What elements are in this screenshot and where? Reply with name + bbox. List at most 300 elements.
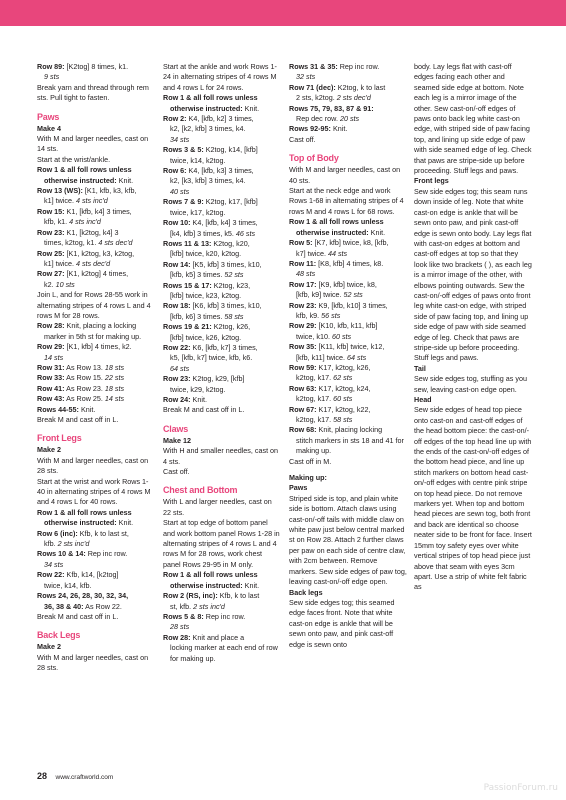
stitch-count: 2 sts inc'd — [193, 601, 225, 611]
row-label: Row 1 & all foll rows unless — [163, 93, 258, 103]
pattern-line — [163, 62, 281, 93]
instruction-text: K4, [kfb, k3] 3 times, — [186, 166, 254, 176]
stitch-count: 44 sts — [327, 248, 348, 258]
instruction-text: K9, [kfb, k10] 3 times, — [316, 300, 388, 310]
pattern-line — [37, 290, 155, 321]
row-label: otherwise instructed: — [44, 175, 117, 185]
instruction-text: [K5, kfb] 3 times, k10, — [190, 259, 262, 269]
instruction-text: Cast off. — [163, 467, 190, 477]
pattern-line — [37, 581, 155, 591]
instruction-text: [K2tog] 8 times, k1. — [64, 62, 129, 71]
pattern-line — [163, 114, 281, 124]
page-number: 28 — [37, 771, 48, 781]
stitch-count: 48 sts — [296, 269, 316, 279]
row-label: Make 12 — [163, 435, 191, 445]
row-label: Rows 7 & 9: — [163, 197, 204, 207]
instruction-text: With M and larger needles, cast on 28 sts. — [37, 652, 149, 673]
pattern-line — [37, 342, 155, 352]
row-label: Row 13 (WS): — [37, 186, 83, 196]
instruction-text: twice, k10. — [296, 331, 332, 341]
instruction-text: st, kfb. — [170, 601, 194, 611]
pattern-line — [289, 269, 407, 279]
pattern-line — [289, 332, 407, 342]
instruction-text: K2tog, k17, [kfb] — [203, 197, 258, 207]
section-heading: Chest and Bottom — [163, 485, 238, 496]
instruction-text: k2. — [44, 279, 56, 289]
pattern-line — [163, 622, 281, 632]
row-label: Paws — [289, 483, 308, 493]
section-heading: Back Legs — [37, 630, 81, 641]
stitch-count: 52 sts — [224, 270, 244, 280]
pattern-line — [163, 260, 281, 270]
section-heading: Front Legs — [37, 433, 82, 444]
instruction-text: As Row 22. — [83, 601, 122, 611]
instruction-text: K6, [kfb, k7] 3 times, — [190, 342, 258, 352]
pattern-line — [163, 218, 281, 228]
pattern-line — [163, 239, 281, 249]
pattern-line — [37, 155, 155, 165]
stitch-count: 28 sts — [170, 622, 190, 632]
pattern-line — [289, 598, 407, 650]
instruction-text: K2tog, k29, [kfb] — [190, 374, 245, 384]
pattern-line — [163, 518, 281, 570]
instruction-text: Rep dec row. — [296, 114, 340, 124]
row-label: Rows 92-95: — [289, 124, 331, 134]
instruction-text: Kfb, k to last st, — [77, 528, 129, 538]
stitch-count: 58 sts — [333, 415, 353, 424]
site-url: www.craftworld.com — [55, 774, 114, 781]
instruction-text: twice, k14, k2tog. — [170, 155, 226, 165]
pattern-line — [37, 83, 155, 104]
instruction-text: k1] twice. — [44, 258, 76, 268]
instruction-text: Knit. — [116, 518, 134, 528]
stitch-count: 60 sts — [333, 394, 353, 404]
stitch-count: 62 sts — [333, 373, 353, 383]
stitch-count: 4 sts dec'd — [98, 238, 133, 248]
stitch-count: 9 sts — [44, 72, 60, 82]
row-label: Rows 3 & 5: — [163, 145, 204, 155]
pattern-line — [163, 343, 281, 353]
row-label: Row 22: — [163, 342, 191, 352]
instruction-text: Knit. — [368, 227, 386, 237]
row-label: Rows 19 & 21: — [163, 322, 212, 332]
pattern-line — [289, 311, 407, 321]
row-label: Row 2: — [163, 114, 187, 124]
instruction-text: K17, k2tog, k22, — [316, 404, 371, 414]
instruction-text: K1, [k2tog, k4] 3 — [64, 227, 119, 237]
pattern-line — [163, 93, 281, 103]
pattern-line — [289, 83, 407, 93]
pattern-line — [37, 373, 155, 383]
row-label: Row 5: — [289, 238, 313, 248]
instruction-text: Start at the wrist and work Rows 1-40 in alternating stripes of 4 rows M and 4 rows L for 40 rows. — [37, 476, 151, 507]
pattern-line — [163, 643, 281, 664]
pattern-line — [289, 353, 407, 363]
pattern-line — [289, 72, 407, 82]
row-label: Make 2 — [37, 642, 61, 652]
instruction-text: [kfb] twice, k26, k2tog. — [170, 332, 242, 342]
row-label: Row 31: — [37, 362, 65, 372]
pattern-line — [414, 187, 532, 364]
row-label: Row 1 & all foll rows unless — [289, 217, 384, 227]
pattern-line — [289, 394, 407, 404]
pattern-line — [289, 384, 407, 394]
stitch-count: 52 sts — [343, 290, 363, 300]
pattern-line — [163, 312, 281, 322]
column-4 — [414, 62, 532, 593]
pattern-line — [289, 124, 407, 134]
pattern-line — [37, 72, 155, 82]
row-label: Row 18: — [163, 301, 191, 311]
row-label: Row 25: — [37, 248, 65, 258]
pattern-line — [163, 124, 281, 134]
instruction-text: K1, [kfb, k4] 3 times, — [64, 206, 132, 216]
pattern-line — [289, 259, 407, 269]
instruction-text: As Row 23. — [64, 383, 105, 393]
instruction-text: Break yarn and thread through rem sts. Pull tight to fasten. — [37, 82, 149, 103]
row-label: Row 1 & all foll rows unless — [37, 507, 132, 517]
row-label: Row 63: — [289, 383, 317, 393]
stitch-count: 14 sts — [44, 352, 64, 362]
instruction-text: [K1, k2tog] 4 times, — [64, 269, 129, 279]
row-label: Front legs — [414, 176, 449, 186]
row-label: Row 28: — [37, 321, 65, 331]
row-label: Row 27: — [37, 269, 65, 279]
row-label: Row 33: — [37, 373, 65, 383]
pattern-line — [163, 467, 281, 477]
pattern-line — [289, 217, 407, 227]
pattern-line — [37, 134, 155, 155]
row-label: 36, 38 & 40: — [44, 601, 84, 611]
instruction-text: Knit. — [78, 404, 96, 414]
instruction-text: k2, [k2, kfb] 3 times, k4. — [170, 124, 246, 134]
pattern-line — [37, 332, 155, 342]
row-label: Rows 24, 26, 28, 30, 32, 34, — [37, 591, 129, 601]
row-label: Row 6 (inc): — [37, 528, 78, 538]
pattern-line — [37, 207, 155, 217]
pattern-line — [37, 445, 155, 455]
pattern-line — [37, 269, 155, 279]
pattern-line — [163, 581, 281, 591]
row-label: Row 67: — [289, 404, 317, 414]
row-label: Rows 31 & 35: — [289, 62, 338, 71]
instruction-text: Cast off. — [289, 134, 316, 144]
stitch-count: 14 sts — [104, 394, 125, 404]
stitch-count: 32 sts — [296, 72, 316, 82]
pattern-line — [163, 395, 281, 405]
instruction-text: Knit. — [330, 124, 348, 134]
pattern-line — [289, 363, 407, 373]
pattern-line — [289, 483, 407, 493]
instruction-text: With M and larger needles, cast on 14 sts. — [37, 134, 149, 154]
stitch-count: 2 sts dec'd — [336, 93, 371, 103]
instruction-text: [kfb, k9] twice. — [296, 290, 344, 300]
pattern-line — [289, 62, 407, 72]
pattern-line — [414, 405, 532, 592]
instruction-text: [kfb, k5] 3 times. — [170, 270, 225, 280]
pattern-line — [163, 353, 281, 363]
pattern-line — [163, 145, 281, 155]
pattern-line — [289, 249, 407, 259]
pattern-line — [37, 353, 155, 363]
instruction-text: Break M and cast off in L. — [37, 611, 119, 621]
instruction-text: K2tog, k20, — [211, 238, 250, 248]
row-label: Row 2 (RS, inc): — [163, 591, 218, 601]
row-label: Row 29: — [37, 342, 65, 352]
instruction-text: Rep inc row. — [203, 611, 246, 621]
instruction-text: Knit, placing a locking — [64, 321, 137, 331]
instruction-text: [kfb, k11] twice. — [296, 352, 347, 362]
row-label: Rows 15 & 17: — [163, 280, 212, 290]
pattern-line — [163, 446, 281, 467]
row-label: Row 23: — [37, 227, 65, 237]
row-label: Row 14: — [163, 259, 191, 269]
pattern-line — [37, 165, 155, 175]
instruction-text: twice, k14, kfb. — [44, 580, 92, 590]
pattern-line — [37, 321, 155, 331]
pattern-line — [37, 518, 155, 528]
instruction-text: kfb. — [44, 539, 58, 549]
instruction-text: 2 sts, k2tog. — [296, 93, 337, 103]
instruction-text: K17, k2tog, k24, — [316, 383, 371, 393]
instruction-text: k2tog, k17. — [296, 373, 334, 383]
pattern-line — [37, 217, 155, 227]
row-label: Rows 75, 79, 83, 87 & 91: — [289, 103, 374, 113]
row-label: Tail — [414, 363, 426, 373]
instruction-text: As Row 15. — [64, 373, 105, 383]
row-label: Making up: — [289, 473, 327, 483]
instruction-text: Rep inc row. — [85, 549, 128, 559]
instruction-text: Start at the wrist/ankle. — [37, 154, 111, 164]
instruction-text: K2tog, k26, — [211, 322, 251, 332]
instruction-text: stitch markers in sts 18 and 41 for making up. — [296, 435, 404, 456]
instruction-text: Striped side is top, and plain white side is bottom. Attach claws using cast-on/-off tails with middle claw on white paw just below central marked st on Row 28. Attach 2 further claws per paw on each side of centre claw, with 2cm between. Remove markers. Sew side edges of paw tog, leaving cast-on/-off edge open. — [289, 493, 407, 587]
instruction-text: Knit. — [242, 580, 260, 590]
stitch-count: 4 sts dec'd — [75, 258, 111, 268]
stitch-count: 34 sts — [44, 559, 64, 569]
instruction-text: Knit and place a — [190, 632, 245, 642]
stitch-count: 2 sts inc'd — [57, 539, 90, 549]
stitch-count: 4 sts inc'd — [75, 196, 108, 206]
pattern-line — [289, 425, 407, 435]
instruction-text: [K1, kfb] 4 times, k2. — [64, 342, 132, 352]
row-label: otherwise instructed: — [44, 518, 117, 528]
row-label: Row 89: — [37, 62, 65, 71]
stitch-count: 56 sts — [321, 310, 341, 320]
row-label: Row 11: — [289, 258, 317, 268]
pattern-line — [37, 539, 155, 549]
section-heading: Paws — [37, 111, 60, 122]
pattern-line — [163, 104, 281, 114]
instruction-text: twice, k17, k2tog. — [170, 207, 226, 217]
row-label: Row 24: — [163, 395, 191, 404]
stitch-count: 60 sts — [331, 331, 352, 341]
pattern-line — [163, 591, 281, 601]
instruction-text: [K7, kfb] twice, k8, [kfb, — [312, 238, 389, 248]
stitch-count: 58 sts — [224, 311, 244, 321]
stitch-count: 4 sts inc'd — [69, 217, 101, 227]
instruction-text: k2tog, k17. — [296, 394, 334, 404]
pattern-line — [163, 156, 281, 166]
pattern-line — [37, 259, 155, 269]
instruction-text: marker in 5th st for making up. — [44, 331, 142, 341]
stitch-count: 10 sts — [55, 279, 75, 289]
pattern-line — [163, 270, 281, 280]
watermark: PassionForum.ru — [483, 783, 558, 793]
pattern-line — [163, 301, 281, 311]
pattern-line — [37, 196, 155, 206]
stitch-count: 64 sts — [170, 363, 190, 373]
pattern-line — [289, 321, 407, 331]
instruction-text: [K10, kfb, k11, kfb] — [316, 321, 378, 331]
instruction-text: [kfb] twice, k23, k2tog. — [170, 290, 242, 300]
pattern-line — [163, 333, 281, 343]
instruction-text: Start at the neck edge and work Rows 1-68 in alternating stripes of 4 rows M and 4 rows L for 68 rows. — [289, 186, 404, 216]
pattern-line — [289, 301, 407, 311]
pattern-line — [163, 208, 281, 218]
pattern-line — [414, 364, 532, 374]
pattern-line — [163, 166, 281, 176]
instruction-text: K4, [kfb, k2] 3 times, — [186, 114, 254, 124]
row-label: Rows 44-55: — [37, 404, 79, 414]
pattern-line — [289, 588, 407, 598]
instruction-text: Knit. — [190, 395, 207, 404]
instruction-text: [K1, k2tog, k3, k2tog, — [64, 248, 135, 258]
row-label: Row 10: — [163, 218, 191, 228]
pattern-line — [37, 456, 155, 477]
instruction-text: twice, k29, k2tog. — [170, 384, 226, 394]
instruction-text: As Row 13. — [64, 362, 105, 372]
instruction-text: Break M and cast off in L. — [163, 405, 245, 415]
instruction-text: Join L, and for Rows 28-55 work in alternating stripes of 4 rows L and 4 rows M for 28 rows. — [37, 290, 151, 320]
instruction-text: K2tog, k23, — [211, 280, 251, 290]
pattern-line — [37, 124, 155, 134]
pattern-line — [37, 62, 155, 72]
row-label: Row 23: — [289, 300, 317, 310]
row-label: Back legs — [289, 587, 323, 597]
pattern-line — [163, 633, 281, 643]
instruction-text: Knit. — [242, 103, 260, 113]
row-label: Row 22: — [37, 570, 65, 580]
pattern-line — [414, 62, 532, 176]
pattern-line — [37, 228, 155, 238]
pattern-line — [37, 602, 155, 612]
pattern-line — [289, 114, 407, 124]
pattern-line — [163, 570, 281, 580]
instruction-text: [k4, kfb] 3 times, k5. — [170, 228, 236, 238]
stitch-count: 20 sts — [339, 114, 360, 124]
instruction-text: Sew side edges tog; this seam runs down inside of leg. Note that white cast-on edge is ankle that will be sewn onto paw, and pink cast-off edge is sewn onto body. Lay legs flat with cast-on edges at bottom and cast-off edges at top so that they look like two brackets ( ), as each leg is a mirror image of the other, with elbows pointing outwards. Sew the cast-on/-off edges of paws onto front leg white cast-on edge, with striped side of paw facing top, and lining up side edge of paw with side seamed edge of leg. Check that paws are stripe-side up before proceeding. Stuff legs and paws. — [414, 186, 532, 363]
stitch-count: 18 sts — [104, 362, 125, 372]
instruction-text: With L and larger needles, cast on 22 sts. — [163, 497, 272, 517]
instruction-text: kfb, k1. — [44, 217, 70, 227]
pattern-line — [289, 373, 407, 383]
pattern-line — [163, 187, 281, 197]
pattern-line — [37, 405, 155, 415]
pattern-line — [289, 290, 407, 300]
stitch-count: 46 sts — [235, 228, 256, 238]
pattern-line — [289, 165, 407, 186]
instruction-text: Sew side edges tog; this seamed edge faces front. Note that white cast-on edge is ankle that will be sewn onto paw, and pink cast-off edge is sewn onto — [289, 597, 395, 649]
stitch-count: 64 sts — [347, 352, 367, 362]
instruction-text: times, k2tog, k1. — [44, 238, 99, 248]
row-label: otherwise instructed: — [170, 103, 243, 113]
pattern-line — [289, 415, 407, 425]
pattern-line — [289, 135, 407, 145]
instruction-text: With M and larger needles, cast on 28 sts. — [37, 455, 149, 476]
instruction-text: Cast off in M. — [289, 456, 332, 466]
top-accent-bar — [0, 0, 566, 26]
pattern-line — [163, 374, 281, 384]
row-label: Row 71 (dec): — [289, 82, 336, 92]
pattern-line — [163, 364, 281, 374]
pattern-line — [163, 385, 281, 395]
section-heading: Claws — [163, 423, 189, 434]
pattern-line — [163, 229, 281, 239]
instruction-text: Break M and cast off in L. — [37, 415, 119, 424]
instruction-text: [K9, kfb] twice, k8, — [316, 279, 377, 289]
pattern-line — [163, 436, 281, 446]
row-label: Make 2 — [37, 445, 61, 455]
pattern-line — [37, 477, 155, 508]
column-2 — [163, 62, 281, 664]
row-label: otherwise instructed: — [170, 580, 243, 590]
row-label: Row 43: — [37, 394, 65, 404]
pattern-line — [37, 529, 155, 539]
pattern-line — [37, 653, 155, 674]
row-label: Row 41: — [37, 383, 65, 393]
instruction-text: k7] twice. — [296, 248, 328, 258]
row-label: Row 1 & all foll rows unless — [37, 165, 132, 175]
stitch-count: 18 sts — [104, 383, 125, 393]
row-label: Head — [414, 395, 432, 404]
instruction-text: k2tog, k17. — [296, 415, 334, 424]
pattern-line — [37, 249, 155, 259]
pattern-line — [163, 281, 281, 291]
row-label: Row 68: — [289, 425, 317, 435]
pattern-line — [289, 342, 407, 352]
instruction-text: Kfb, k14, [k2tog] — [64, 570, 119, 580]
instruction-text: kfb, k9. — [296, 310, 322, 320]
pattern-line — [37, 612, 155, 622]
pattern-line — [37, 591, 155, 601]
instruction-text: Sew side edges tog, stuffing as you sew, leaving cast-on edge open. — [414, 374, 527, 394]
pattern-line — [163, 497, 281, 518]
pattern-line — [37, 280, 155, 290]
instruction-text: K4, [kfb, k4] 3 times, — [190, 218, 258, 228]
pattern-line — [289, 228, 407, 238]
pattern-line — [37, 415, 155, 425]
pattern-line — [163, 405, 281, 415]
instruction-text: Knit, placing locking — [316, 425, 383, 435]
instruction-text: K2tog, k14, [kfb] — [203, 145, 258, 155]
row-label: Row 59: — [289, 362, 317, 372]
instruction-text: Start at the ankle and work Rows 1-24 in alternating stripes of 4 rows M and 4 rows L for 24 rows. — [163, 62, 277, 92]
instruction-text: Start at top edge of bottom panel and work bottom panel Rows 1-28 in alternating stripes of 4 rows L and 4 rows M for 28 rows, work chest panel Rows 29-95 in M only. — [163, 518, 280, 569]
row-label: Row 23: — [163, 374, 191, 384]
page-footer — [37, 771, 113, 781]
pattern-line — [289, 186, 407, 217]
instruction-text: With H and smaller needles, cast on 4 sts. — [163, 446, 279, 466]
pattern-line — [163, 197, 281, 207]
pattern-line — [163, 602, 281, 612]
stitch-count: 34 sts — [170, 134, 190, 144]
stitch-count: 22 sts — [104, 373, 125, 383]
instruction-text: K2tog, k to last — [335, 82, 386, 92]
column-3 — [289, 62, 407, 650]
pattern-line — [37, 394, 155, 404]
instruction-text: [K6, kfb] 3 times, k10, — [190, 301, 262, 311]
